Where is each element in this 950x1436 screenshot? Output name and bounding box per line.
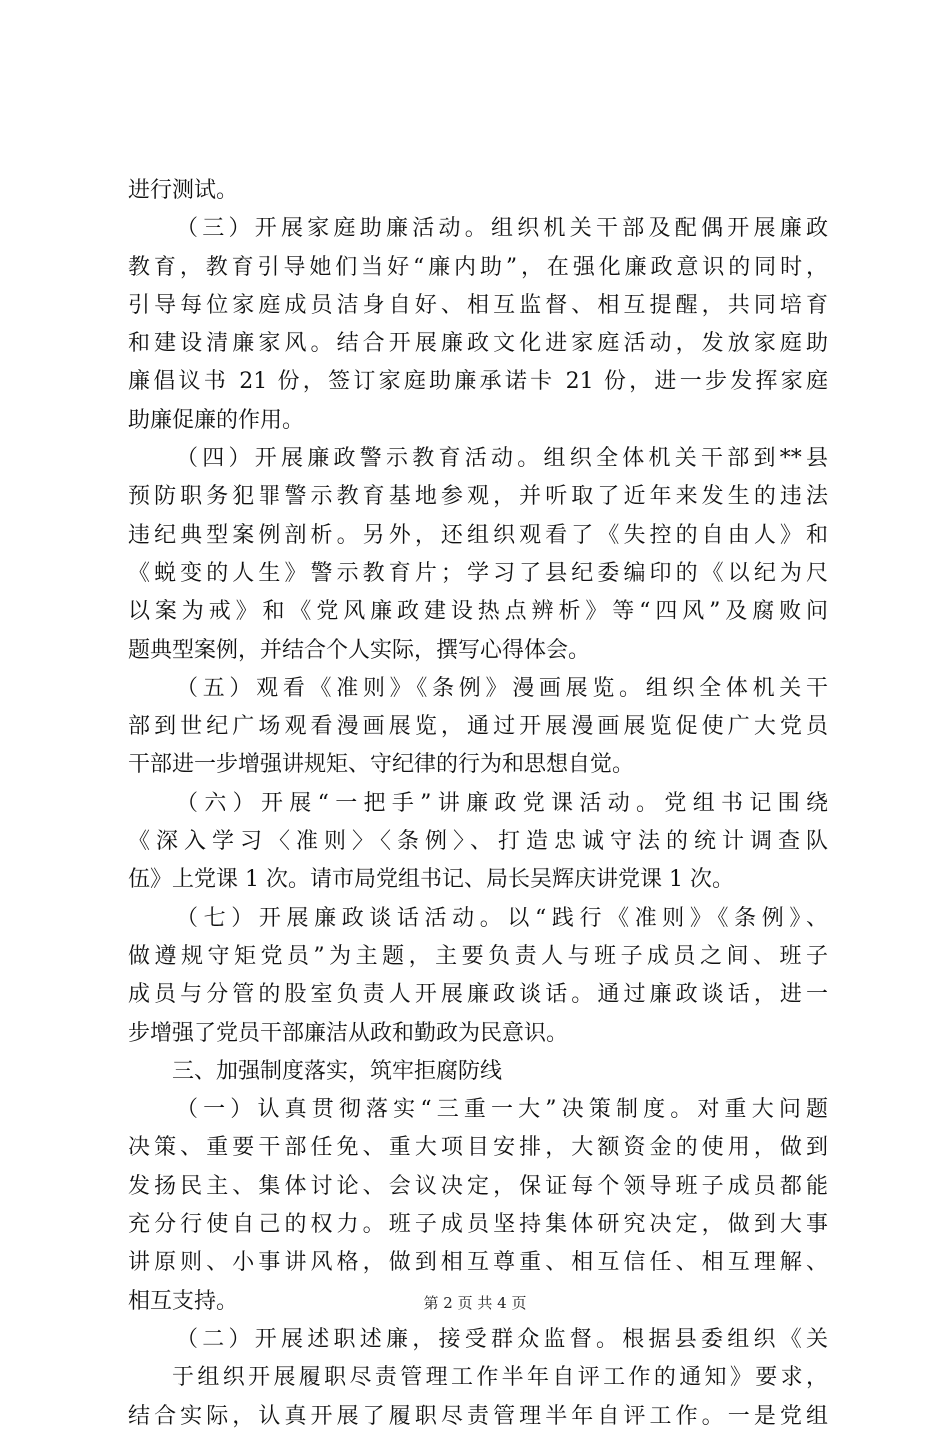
text-line: 引导每位家庭成员洁身自好、相互监督、相互提醒，共同培育	[128, 292, 828, 318]
paragraph-heading-5: （五）观看《准则》《条例》漫画展览。组织全体机关干	[176, 675, 828, 701]
text-line: 《深入学习〈准则〉〈条例〉、打造忠诚守法的统计调查队	[128, 829, 828, 855]
paragraph-heading-2: （二）开展述职述廉，接受群众监督。根据县委组织《关	[176, 1326, 828, 1352]
text-line: 讲原则、小事讲风格，做到相互尊重、相互信任、相互理解、	[128, 1250, 828, 1276]
paragraph-heading-7: （七）开展廉政谈话活动。以“践行《准则》《条例》、	[176, 905, 828, 931]
text-line: 伍》上党课 1 次。请市局党组书记、局长吴辉庆讲党课 1 次。	[128, 867, 734, 893]
section-heading-3: 三、加强制度落实，筑牢拒腐防线	[172, 1058, 503, 1084]
text-line: 进行测试。	[128, 178, 239, 203]
text-line: 结合实际，认真开展了履职尽责管理半年自评工作。一是党组	[128, 1403, 828, 1429]
paragraph-heading-4: （四）开展廉政警示教育活动。组织全体机关干部到**县	[176, 446, 828, 472]
text-line: 违纪典型案例剖析。另外，还组织观看了《失控的自由人》和	[128, 522, 828, 548]
text-line: 步增强了党员干部廉洁从政和勤政为民意识。	[128, 1020, 569, 1046]
text-line: 《蜕变的人生》警示教育片；学习了县纪委编印的《以纪为尺	[128, 560, 828, 586]
text-line: 以案为戒》和《党风廉政建设热点辨析》等“四风”及腐败问	[128, 599, 828, 625]
text-line: 预防职务犯罪警示教育基地参观，并听取了近年来发生的违法	[128, 484, 828, 510]
text-line: 发扬民主、集体讨论、会议决定，保证每个领导班子成员都能	[128, 1173, 828, 1199]
paragraph-heading-1: （一）认真贯彻落实“三重一大”决策制度。对重大问题	[176, 1097, 828, 1123]
text-line: 廉倡议书 21 份，签订家庭助廉承诺卡 21 份，进一步发挥家庭	[128, 369, 828, 395]
document-body	[128, 172, 828, 1436]
text-line: 题典型案例，并结合个人实际，撰写心得体会。	[128, 637, 591, 663]
text-line: 成员与分管的股室负责人开展廉政谈话。通过廉政谈话，进一	[128, 982, 828, 1008]
text-line: 和建设清廉家风。结合开展廉政文化进家庭活动，发放家庭助	[128, 331, 828, 357]
text-line: 助廉促廉的作用。	[128, 407, 305, 433]
text-line: 做遵规守矩党员”为主题，主要负责人与班子成员之间、班子	[128, 943, 828, 969]
text-line: 决策、重要干部任免、重大项目安排，大额资金的使用，做到	[128, 1135, 828, 1161]
text-line: 充分行使自己的权力。班子成员坚持集体研究决定，做到大事	[128, 1212, 828, 1238]
text-line: 相互支持。	[128, 1288, 239, 1314]
paragraph-heading-3: （三）开展家庭助廉活动。组织机关干部及配偶开展廉政	[176, 216, 828, 242]
text-line: 于组织开展履职尽责管理工作半年自评工作的通知》要求，	[172, 1365, 828, 1391]
text-line: 部到世纪广场观看漫画展览，通过开展漫画展览促使广大党员	[128, 714, 828, 740]
page-number-footer: 第 2 页 共 4 页	[423, 1294, 527, 1312]
text-line: 教育，教育引导她们当好“廉内助”，在强化廉政意识的同时，	[128, 254, 828, 280]
paragraph-heading-6: （六）开展“一把手”讲廉政党课活动。党组书记围绕	[176, 790, 828, 816]
text-line: 干部进一步增强讲规矩、守纪律的行为和思想自觉。	[128, 752, 635, 778]
